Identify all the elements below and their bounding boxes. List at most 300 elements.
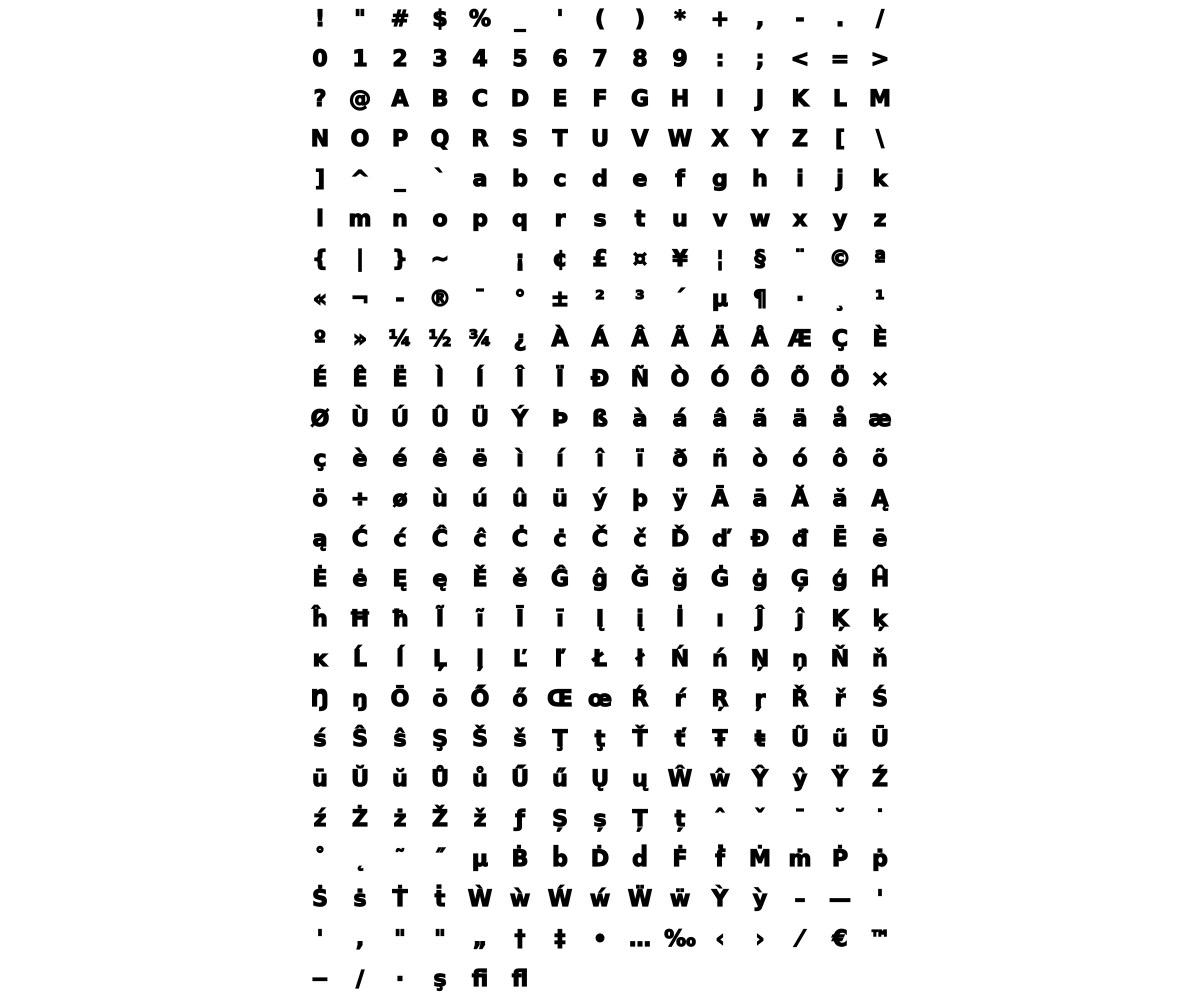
glyph-cell: ) (634, 7, 646, 32)
glyph-cell: ä (792, 407, 808, 432)
glyph-cell: Å (751, 327, 769, 352)
glyph-cell: ẃ (589, 887, 611, 912)
glyph-cell: ˙ (874, 807, 886, 832)
glyph-cell: ń (712, 647, 728, 672)
glyph-cell: : (715, 47, 725, 72)
glyph-cell: Œ (547, 687, 573, 712)
glyph-cell: ' (316, 927, 324, 952)
glyph-cell: Á (591, 327, 609, 352)
glyph-cell: Ķ (831, 607, 849, 632)
glyph-cell: n (392, 207, 408, 232)
glyph-cell: X (711, 127, 729, 152)
glyph-cell: ę (432, 567, 448, 592)
glyph-cell: ỳ (752, 887, 768, 912)
glyph-cell: Ṡ (312, 887, 328, 912)
glyph-cell: ¨ (794, 247, 806, 272)
glyph-cell: N (310, 127, 330, 152)
glyph-cell: P (391, 127, 409, 152)
glyph-cell: œ (587, 687, 613, 712)
glyph-cell: Ļ (432, 647, 448, 672)
glyph-cell: Ṁ (749, 847, 771, 872)
glyph-cell: Ğ (630, 567, 650, 592)
glyph-cell: è (352, 447, 368, 472)
glyph-cell: ų (632, 767, 648, 792)
glyph-cell: Ĉ (431, 527, 449, 552)
glyph-cell: Ỳ (712, 887, 728, 912)
glyph-cell: ù (432, 487, 448, 512)
glyph-cell: V (631, 127, 649, 152)
glyph-cell: Ĝ (550, 567, 570, 592)
glyph-cell: Q (430, 127, 450, 152)
glyph-cell: é (392, 447, 408, 472)
glyph-cell: ] (314, 167, 326, 192)
glyph-cell: Ò (670, 367, 690, 392)
glyph-cell: Ņ (750, 647, 770, 672)
glyph-cell: ê (432, 447, 448, 472)
glyph-cell: ł (635, 647, 645, 672)
glyph-cell: Ö (830, 367, 850, 392)
glyph-cell: ³ (635, 287, 645, 312)
glyph-cell: É (312, 367, 328, 392)
glyph-cell: Ī (515, 607, 525, 632)
glyph-cell: u (672, 207, 688, 232)
glyph-cell: Ŗ (711, 687, 729, 712)
glyph-cell: ű (552, 767, 568, 792)
glyph-cell: ċ (553, 527, 567, 552)
glyph-cell: Ĵ (755, 607, 765, 632)
glyph-cell: ¤ (633, 247, 647, 272)
glyph-cell: Ű (511, 767, 529, 792)
glyph-cell: x (792, 207, 808, 232)
glyph-cell: f (675, 167, 685, 192)
glyph-cell: ģ (832, 567, 848, 592)
glyph-cell: ů (472, 767, 488, 792)
glyph-cell: , (755, 7, 765, 32)
glyph-cell: Ì (435, 367, 445, 392)
glyph-cell: 8 (632, 47, 648, 72)
glyph-cell: ⁄ (798, 927, 802, 952)
glyph-cell: J (755, 87, 765, 112)
glyph-cell: Ţ (552, 727, 568, 752)
glyph-cell: ç (313, 447, 327, 472)
glyph-cell: « (312, 287, 328, 312)
glyph-cell: ﬂ (511, 967, 529, 992)
glyph-cell: $ (432, 7, 448, 32)
glyph-cell: Ė (312, 567, 328, 592)
glyph-cell: Ṗ (831, 847, 849, 872)
glyph-cell: Ť (632, 727, 648, 752)
glyph-cell: Ĥ (870, 567, 890, 592)
glyph-cell: Ż (352, 807, 368, 832)
glyph-cell: 7 (592, 47, 608, 72)
glyph-cell: Ó (710, 367, 730, 392)
glyph-cell: 1 (352, 47, 368, 72)
glyph-cell: e (632, 167, 648, 192)
glyph-cell: ^ (350, 167, 370, 192)
glyph-cell: Ē (832, 527, 848, 552)
glyph-cell: ḃ (552, 847, 568, 872)
glyph-cell: ! (314, 7, 326, 32)
glyph-cell: ™ (869, 927, 891, 952)
glyph-cell: ú (472, 487, 488, 512)
glyph-cell: ő (512, 687, 528, 712)
glyph-cell: ñ (712, 447, 728, 472)
glyph-cell: Ž (432, 807, 448, 832)
glyph-cell: Ď (670, 527, 690, 552)
glyph-cell: ë (472, 447, 488, 472)
glyph-cell: ť (674, 727, 686, 752)
glyph-cell: ð (672, 447, 688, 472)
glyph-cell: ė (352, 567, 368, 592)
glyph-cell: ˆ (714, 807, 726, 832)
glyph-cell: G (630, 87, 650, 112)
glyph-cell: ě (512, 567, 528, 592)
glyph-cell: 6 (552, 47, 568, 72)
glyph-cell: ¹ (875, 287, 885, 312)
glyph-cell: ħ (391, 607, 409, 632)
glyph-cell: š (513, 727, 527, 752)
glyph-cell: Æ (788, 327, 812, 352)
glyph-cell: ĝ (592, 567, 608, 592)
glyph-cell: w (749, 207, 771, 232)
glyph-cell: â (712, 407, 728, 432)
glyph-cell: Ū (871, 727, 889, 752)
glyph-cell: ā (752, 487, 768, 512)
glyph-cell: Ḃ (511, 847, 529, 872)
glyph-cell: } (392, 247, 408, 272)
glyph-cell: d (592, 167, 608, 192)
glyph-cell: U (591, 127, 609, 152)
glyph-cell (460, 240, 500, 280)
glyph-cell: v (712, 207, 728, 232)
glyph-cell: k (872, 167, 888, 192)
glyph-grid (300, 0, 900, 1000)
glyph-cell: Ã (671, 327, 689, 352)
glyph-cell: ẁ (509, 887, 531, 912)
glyph-cell: ( (594, 7, 606, 32)
glyph-cell: ŭ (392, 767, 408, 792)
glyph-cell: ă (832, 487, 848, 512)
glyph-cell: Ḋ (590, 847, 610, 872)
glyph-cell: - (395, 287, 405, 312)
glyph-cell: ś (313, 727, 327, 752)
glyph-cell: ṗ (872, 847, 888, 872)
glyph-cell: ; (755, 47, 765, 72)
glyph-cell: ª (873, 247, 887, 272)
glyph-cell: ṫ (434, 887, 446, 912)
glyph-cell: ġ (752, 567, 768, 592)
glyph-cell: " (394, 927, 406, 952)
glyph-cell: Ŭ (351, 767, 369, 792)
glyph-cell: ½ (428, 327, 452, 352)
glyph-cell: M (869, 87, 891, 112)
glyph-cell: m (348, 207, 372, 232)
glyph-cell: 5 (512, 47, 528, 72)
glyph-cell: ĸ (312, 647, 328, 672)
glyph-cell: µ (711, 287, 729, 312)
glyph-cell: ḋ (632, 847, 648, 872)
glyph-cell: ÿ (672, 487, 688, 512)
glyph-cell: Ë (392, 367, 408, 392)
glyph-cell: › (755, 927, 765, 952)
glyph-cell: I (715, 87, 725, 112)
glyph-cell: ¶ (753, 287, 767, 312)
glyph-cell: Č (591, 527, 609, 552)
glyph-cell: æ (868, 407, 892, 432)
glyph-cell: Ś (872, 687, 888, 712)
glyph-cell: Ā (711, 487, 729, 512)
glyph-cell: ṡ (353, 887, 367, 912)
glyph-cell: Ħ (349, 607, 371, 632)
glyph-cell: ž (473, 807, 487, 832)
glyph-cell: ĩ (476, 607, 484, 632)
glyph-cell: ĥ (312, 607, 328, 632)
glyph-cell: Z (792, 127, 808, 152)
glyph-cell: þ (632, 487, 648, 512)
glyph-cell: Ź (872, 767, 888, 792)
glyph-cell: Ÿ (832, 767, 848, 792)
glyph-cell: Ŋ (310, 687, 330, 712)
glyph-cell: Ï (555, 367, 565, 392)
glyph-cell: í (556, 447, 564, 472)
glyph-cell: a (472, 167, 488, 192)
glyph-cell: ū (312, 767, 328, 792)
glyph-cell: % (468, 7, 492, 32)
glyph-cell: Î (515, 367, 525, 392)
glyph-cell: = (830, 47, 850, 72)
glyph-cell: ÷ (350, 487, 370, 512)
glyph-cell: > (870, 47, 890, 72)
glyph-cell: İ (675, 607, 685, 632)
glyph-cell: Ň (830, 647, 850, 672)
glyph-cell: Ĩ (435, 607, 445, 632)
glyph-cell: Ẃ (547, 887, 573, 912)
glyph-cell: đ (792, 527, 808, 552)
glyph-cell: q (512, 207, 528, 232)
glyph-cell: < (790, 47, 810, 72)
glyph-cell: £ (592, 247, 608, 272)
glyph-cell: ṁ (788, 847, 812, 872)
glyph-cell: ö (312, 487, 328, 512)
glyph-cell: ¯ (474, 287, 486, 312)
glyph-cell: × (870, 367, 890, 392)
glyph-cell: ﬁ (471, 967, 489, 992)
glyph-cell: Ș (552, 807, 568, 832)
glyph-cell: ' (876, 887, 884, 912)
glyph-cell: ļ (476, 647, 484, 672)
glyph-cell: Ġ (710, 567, 730, 592)
glyph-cell: ē (872, 527, 888, 552)
glyph-cell: ŷ (792, 767, 808, 792)
glyph-cell: ƒ (515, 807, 525, 832)
glyph-cell: ķ (872, 607, 888, 632)
glyph-cell: / (875, 7, 885, 32)
glyph-cell: · (795, 287, 805, 312)
glyph-cell: î (596, 447, 604, 472)
glyph-cell: A (391, 87, 409, 112)
glyph-cell: \ (875, 127, 885, 152)
glyph-cell: ¿ (513, 327, 527, 352)
glyph-cell: i (796, 167, 804, 192)
glyph-cell: ô (832, 447, 848, 472)
glyph-cell: ¥ (672, 247, 688, 272)
glyph-cell: Ŝ (352, 727, 368, 752)
glyph-cell: Ú (391, 407, 409, 432)
glyph-cell: ī (556, 607, 564, 632)
glyph-cell: − (310, 967, 330, 992)
glyph-cell: Í (475, 367, 485, 392)
glyph-cell: 0 (312, 47, 328, 72)
glyph-cell: L (832, 87, 848, 112)
glyph-cell: º (313, 327, 327, 352)
glyph-cell: ì (516, 447, 524, 472)
glyph-cell: j (836, 167, 844, 192)
glyph-cell: _ (514, 7, 526, 32)
glyph-cell: Ŵ (667, 767, 693, 792)
glyph-cell: c (553, 167, 567, 192)
glyph-cell: Ń (670, 647, 690, 672)
glyph-cell: » (352, 327, 368, 352)
glyph-cell: ~ (430, 247, 450, 272)
glyph-cell: 9 (672, 47, 688, 72)
glyph-cell: p (472, 207, 488, 232)
glyph-cell: ŗ (754, 687, 766, 712)
glyph-cell: ĵ (796, 607, 804, 632)
glyph-cell: # (390, 7, 410, 32)
glyph-cell: ẅ (669, 887, 691, 912)
glyph-cell: Ě (472, 567, 488, 592)
glyph-cell: Ù (351, 407, 369, 432)
glyph-cell: ğ (672, 567, 688, 592)
glyph-cell: { (312, 247, 328, 272)
glyph-cell: ľ (554, 647, 566, 672)
glyph-cell: Ü (471, 407, 489, 432)
glyph-cell: Þ (551, 407, 569, 432)
glyph-cell: ň (872, 647, 888, 672)
glyph-cell: … (629, 927, 651, 952)
glyph-cell: , (355, 927, 365, 952)
glyph-cell: ą (312, 527, 328, 552)
glyph-cell: Đ (750, 527, 770, 552)
glyph-cell: ¦ (715, 247, 725, 272)
glyph-cell: † (514, 927, 526, 952)
glyph-cell: F (592, 87, 608, 112)
glyph-cell: ° (514, 287, 526, 312)
glyph-cell: Ũ (791, 727, 809, 752)
glyph-cell: ø (392, 487, 408, 512)
glyph-cell: į (636, 607, 644, 632)
glyph-cell: Ḟ (672, 847, 688, 872)
glyph-cell: ? (313, 87, 327, 112)
glyph-cell: õ (872, 447, 888, 472)
glyph-cell: " (434, 927, 446, 952)
glyph-cell: W (667, 127, 693, 152)
glyph-cell: ¾ (468, 327, 492, 352)
glyph-cell: Ẁ (467, 887, 493, 912)
glyph-cell: Ő (470, 687, 490, 712)
glyph-cell: . (835, 7, 845, 32)
glyph-cell: [ (834, 127, 846, 152)
glyph-cell: Ð (590, 367, 610, 392)
glyph-cell: g (712, 167, 728, 192)
glyph-cell: ± (550, 287, 570, 312)
glyph-cell: ï (636, 447, 644, 472)
glyph-cell: ' (556, 7, 564, 32)
glyph-cell: ü (552, 487, 568, 512)
glyph-cell: " (354, 7, 366, 32)
glyph-cell: Ć (351, 527, 369, 552)
glyph-cell: Ę (392, 567, 408, 592)
glyph-cell: + (710, 7, 730, 32)
glyph-cell: Ẅ (627, 887, 653, 912)
glyph-cell: Ō (390, 687, 410, 712)
glyph-cell: ò (752, 447, 768, 472)
glyph-cell: Ñ (630, 367, 650, 392)
glyph-cell: • (592, 927, 608, 952)
glyph-cell: Ç (831, 327, 849, 352)
glyph-cell: ˇ (754, 807, 766, 832)
glyph-cell: Y (752, 127, 768, 152)
glyph-cell: à (632, 407, 648, 432)
glyph-cell: ż (393, 807, 407, 832)
glyph-cell: s (593, 207, 607, 232)
glyph-cell: ş (433, 967, 447, 992)
glyph-cell: ŧ (754, 727, 766, 752)
glyph-cell: S (512, 127, 528, 152)
glyph-cell: Ĺ (352, 647, 368, 672)
glyph-cell: Ŧ (712, 727, 728, 752)
glyph-cell: ˜ (394, 847, 406, 872)
glyph-cell: Ą (871, 487, 889, 512)
glyph-cell: Ŷ (752, 767, 768, 792)
glyph-cell: ® (429, 287, 451, 312)
glyph-cell: ` (434, 167, 446, 192)
glyph-cell: ¯ (794, 807, 806, 832)
glyph-cell: ț (674, 807, 686, 832)
glyph-cell: ‰ (664, 927, 696, 952)
glyph-cell: R (471, 127, 489, 152)
glyph-cell: o (432, 207, 448, 232)
glyph-cell: — (829, 887, 851, 912)
glyph-cell: ı (716, 607, 724, 632)
glyph-cell: ĺ (396, 647, 404, 672)
glyph-cell: Į (595, 607, 605, 632)
glyph-cell: ý (592, 487, 608, 512)
glyph-cell: ² (595, 287, 605, 312)
glyph-cell: ˝ (434, 847, 446, 872)
glyph-cell: À (551, 327, 569, 352)
glyph-cell: È (872, 327, 888, 352)
glyph-cell: Ṫ (392, 887, 408, 912)
glyph-cell: T (552, 127, 568, 152)
glyph-cell: D (510, 87, 530, 112)
glyph-cell: Õ (790, 367, 810, 392)
glyph-cell: ţ (594, 727, 606, 752)
glyph-cell: H (670, 87, 690, 112)
glyph-cell: ¸ (834, 287, 846, 312)
glyph-cell: ∙ (395, 967, 405, 992)
glyph-cell: Ŕ (631, 687, 649, 712)
glyph-cell: ŕ (674, 687, 686, 712)
glyph-cell: ó (792, 447, 808, 472)
glyph-cell: Ş (432, 727, 448, 752)
glyph-cell: | (355, 247, 365, 272)
glyph-cell: b (512, 167, 528, 192)
glyph-cell: Ř (791, 687, 809, 712)
glyph-cell: á (672, 407, 688, 432)
glyph-cell: ¬ (350, 287, 370, 312)
glyph-cell: C (471, 87, 489, 112)
